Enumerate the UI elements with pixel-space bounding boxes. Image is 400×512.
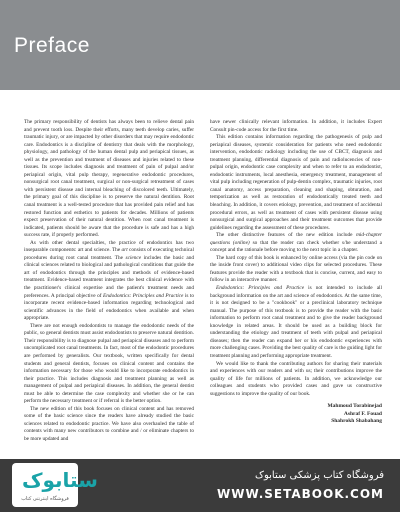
paragraph: We would like to thank the contributing authors for sharing their materials and experiences with our readers and with us; their contributions improve the quality of life for millions of patients. In addition, we acknowledge our colleagues and students who provided cases and gave us constructive suggestions to improve the quality of our book. [210,360,382,397]
paragraph: As with other dental specialties, the practice of endodontics has two inseparable components: art and science. The art consists of executing technical procedures during root canal treatment. The science includes the basic and clinical sciences related to biological and pathological conditions that guide the art of endodontics through the principles and methods of evidence-based treatment. Evidence-based treatment integrates the best clinical evidence with the practitioner's clinical expertise and the patient's treatment needs and preferences. A principal objective of Endodontics: Principles and Practice is to incorporate recent evidence-based information regarding technological and scientific advances in the field of endodontics when available and when appropriate. [24,239,194,322]
author-name: Mahmoud Torabinejad [327,403,382,410]
paragraph: The hard copy of this book is enhanced by online access (via the pin code on the inside front cover) to additional video clips for selected procedures. These features provide the reader with a textbook that is concise, current, and easy to follow in an interactive manner. [210,254,382,284]
paragraph: The primary responsibility of dentists has always been to relieve dental pain and prevent tooth loss. Despite their efforts, many teeth develop caries, suffer traumatic injury, or are impacted by other disorders that may require endodontic care. Endodontics is a discipline of dentistry that deals with the morphology, physiology, and pathology of the human dental pulp and periapical tissues, as well as the prevention and treatment of diseases and injuries related to these tissues. Its scope includes diagnosis and treatment of pain of pulpal and/or periapical origin, vital pulp therapy, regenerative endodontic procedures, nonsurgical root canal treatment, surgical or non-surgical retreatment of cases with persistent disease and internal bleaching of discolored teeth. Ultimately, the primary goal of this discipline is to preserve the natural dentition. Root canal treatment is a well-tested procedure that has provided pain relief and has restored function and esthetics to patients for decades. Millions of patients expect preservation of their natural dentition. When root canal treatment is indicated, patients should be aware that the procedure is safe and has a high success rate, if properly performed. [24,119,194,239]
page-title: Preface [14,34,90,57]
paragraph: Endodontics: Principles and Practice is not intended to include all background information on the art and science of endodontics. At the same time, it is not designed to be a "cookbook" or a preclinical laboratory technique manual. The purpose of this textbook is to provide the reader with the basic information to perform root canal treatment and to give the reader background knowledge in related areas. It should be used as a building block for understanding the etiology and treatment of teeth with pulpal and periapical diseases; then the reader can expand her or his endodontic experiences with more challenging cases. Providing the best quality of care is the guiding light for treatment planning and performing appropriate treatment. [210,285,382,359]
store-url-link[interactable]: WWW.SETABOOK.COM [216,487,384,501]
author-signature [210,403,382,425]
author-name: Shahrokh Shabahang [331,418,382,425]
logo-text: ستابوک [22,468,98,492]
right-column [210,119,382,491]
author-name: Ashraf F. Fouad [343,410,382,417]
logo-tagline: فروشگاه اینترنتی کتاب [21,496,69,502]
left-column [24,119,194,491]
paragraph: There are not enough endodontists to manage the endodontic needs of the public, so general dentists must assist endodontists to preserve natural dentition. Their responsibility is to diagnose pulpal and periapical diseases and to perform uncomplicated root canal treatments. In fact, most of the endodontic procedures are performed by generalists. Our textbook, written specifically for dental students and general dentists, focuses on clinical content and contains the information necessary for those who would like to incorporate endodontics in their practice. This includes diagnosis and treatment planning as well as management of pulpal and periapical diseases. In addition, the general dentist must be able to determine the case complexity and whether she or he can perform the necessary treatment or if referral is the better option. [24,322,194,405]
paragraph: This edition contains information regarding the pathogenesis of pulp and periapical diseases, systemic consideration for patients who need endodontic intervention, endodontic radiology including the use of CBCT, diagnosis and treatment planning, differential diagnosis of pain and radiolucencies of non-pulpal origin, endodontic case complexity and when to refer to an endodontist, endodontic instruments, local anesthesia, emergency treatment, management of vital pulp including regeneration of pulp-dentin complex, traumatic injuries, root canal anatomy, access preparation, cleaning and shaping, obturation, and temporization as well as restoration of endodontically treated teeth and bleaching. In addition, it covers etiology, prevention, and treatment of accidental procedural errors, as well as treatment of cases with persistent disease using nonsurgical and surgical approaches and their treatment outcomes that provide guidelines regarding the assessment of these procedures. [210,134,382,231]
paragraph: have newer clinically relevant information. In addition, it includes Expert Consult pin-code access for the first time. [210,119,382,133]
store-name: فروشگاه کتاب پزشکی ستابوک [255,470,384,481]
paragraph: The new edition of this book focuses on clinical content and has removed some of the basic science since the readers have already studied the basic sciences related to endodontic practice. We have also overhauled the table of contents with many new contributors to combine and / or eliminate chapters to be more updated and [24,405,194,442]
paragraph: The other distinctive features of the new edition include mid-chapter questions (online) so that the reader can check whether s/he understand a concept and the rationale before moving to the next topic in a chapter. [210,232,382,254]
